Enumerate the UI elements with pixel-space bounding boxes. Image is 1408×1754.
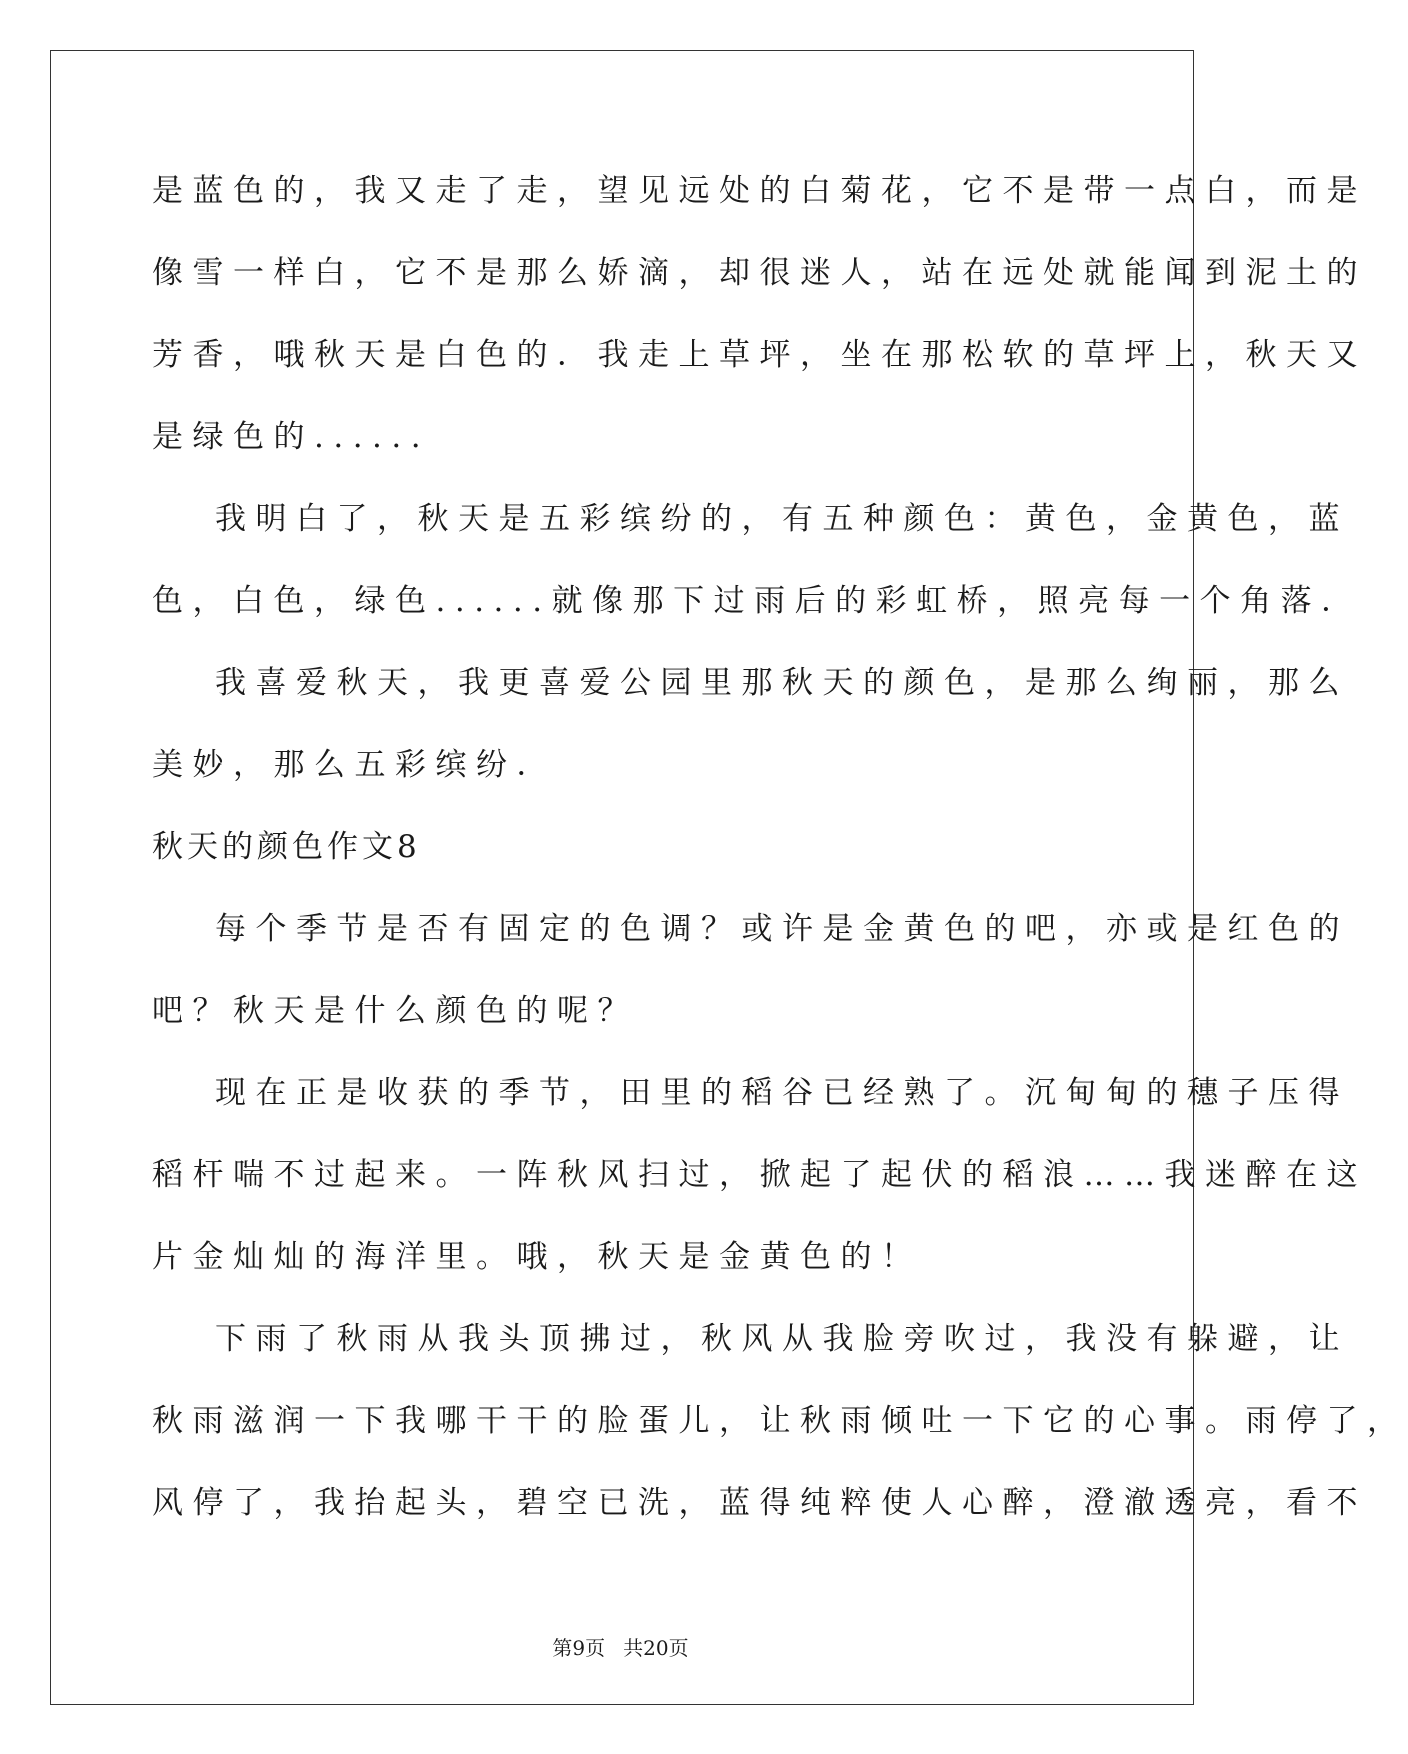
text-line: 芳香，哦秋天是白色的．我走上草坪，坐在那松软的草坪上，秋天又 (152, 337, 1367, 373)
page-footer (0, 1632, 1241, 1661)
paragraph-start: 现在正是收获的季节，田里的稻谷已经熟了。沉甸甸的穗子压得 (215, 1075, 1349, 1111)
paragraph-start: 我明白了，秋天是五彩缤纷的，有五种颜色：黄色，金黄色，蓝 (215, 501, 1349, 537)
text-line: 是蓝色的，我又走了走，望见远处的白菊花，它不是带一点白，而是 (152, 173, 1367, 209)
text-line: 是绿色的...... (152, 419, 431, 455)
text-line: 秋雨滋润一下我哪干干的脸蛋儿，让秋雨倾吐一下它的心事。雨停了， (152, 1403, 1408, 1439)
text-line: 风停了，我抬起头，碧空已洗，蓝得纯粹使人心醉，澄澈透亮，看不 (152, 1485, 1367, 1521)
page-total: 共20页 (623, 1636, 689, 1660)
text-line: 片金灿灿的海洋里。哦，秋天是金黄色的！ (152, 1239, 922, 1275)
text-line: 稻杆喘不过起来。一阵秋风扫过，掀起了起伏的稻浪……我迷醉在这 (152, 1157, 1367, 1193)
page-number: 第9页 (552, 1636, 606, 1660)
paragraph-start: 我喜爱秋天，我更喜爱公园里那秋天的颜色，是那么绚丽，那么 (215, 665, 1349, 701)
text-line: 美妙，那么五彩缤纷． (152, 747, 557, 783)
section-heading: 秋天的颜色作文8 (152, 829, 421, 865)
text-line: 吧？秋天是什么颜色的呢？ (152, 993, 638, 1029)
paragraph-start: 每个季节是否有固定的色调？或许是金黄色的吧，亦或是红色的 (215, 911, 1349, 947)
text-line: 像雪一样白，它不是那么娇滴，却很迷人，站在远处就能闻到泥土的 (152, 255, 1367, 291)
text-line: 色，白色，绿色......就像那下过雨后的彩虹桥，照亮每一个角落． (152, 583, 1362, 619)
paragraph-start: 下雨了秋雨从我头顶拂过，秋风从我脸旁吹过，我没有躲避，让 (215, 1321, 1349, 1357)
document-body (152, 160, 1408, 1554)
